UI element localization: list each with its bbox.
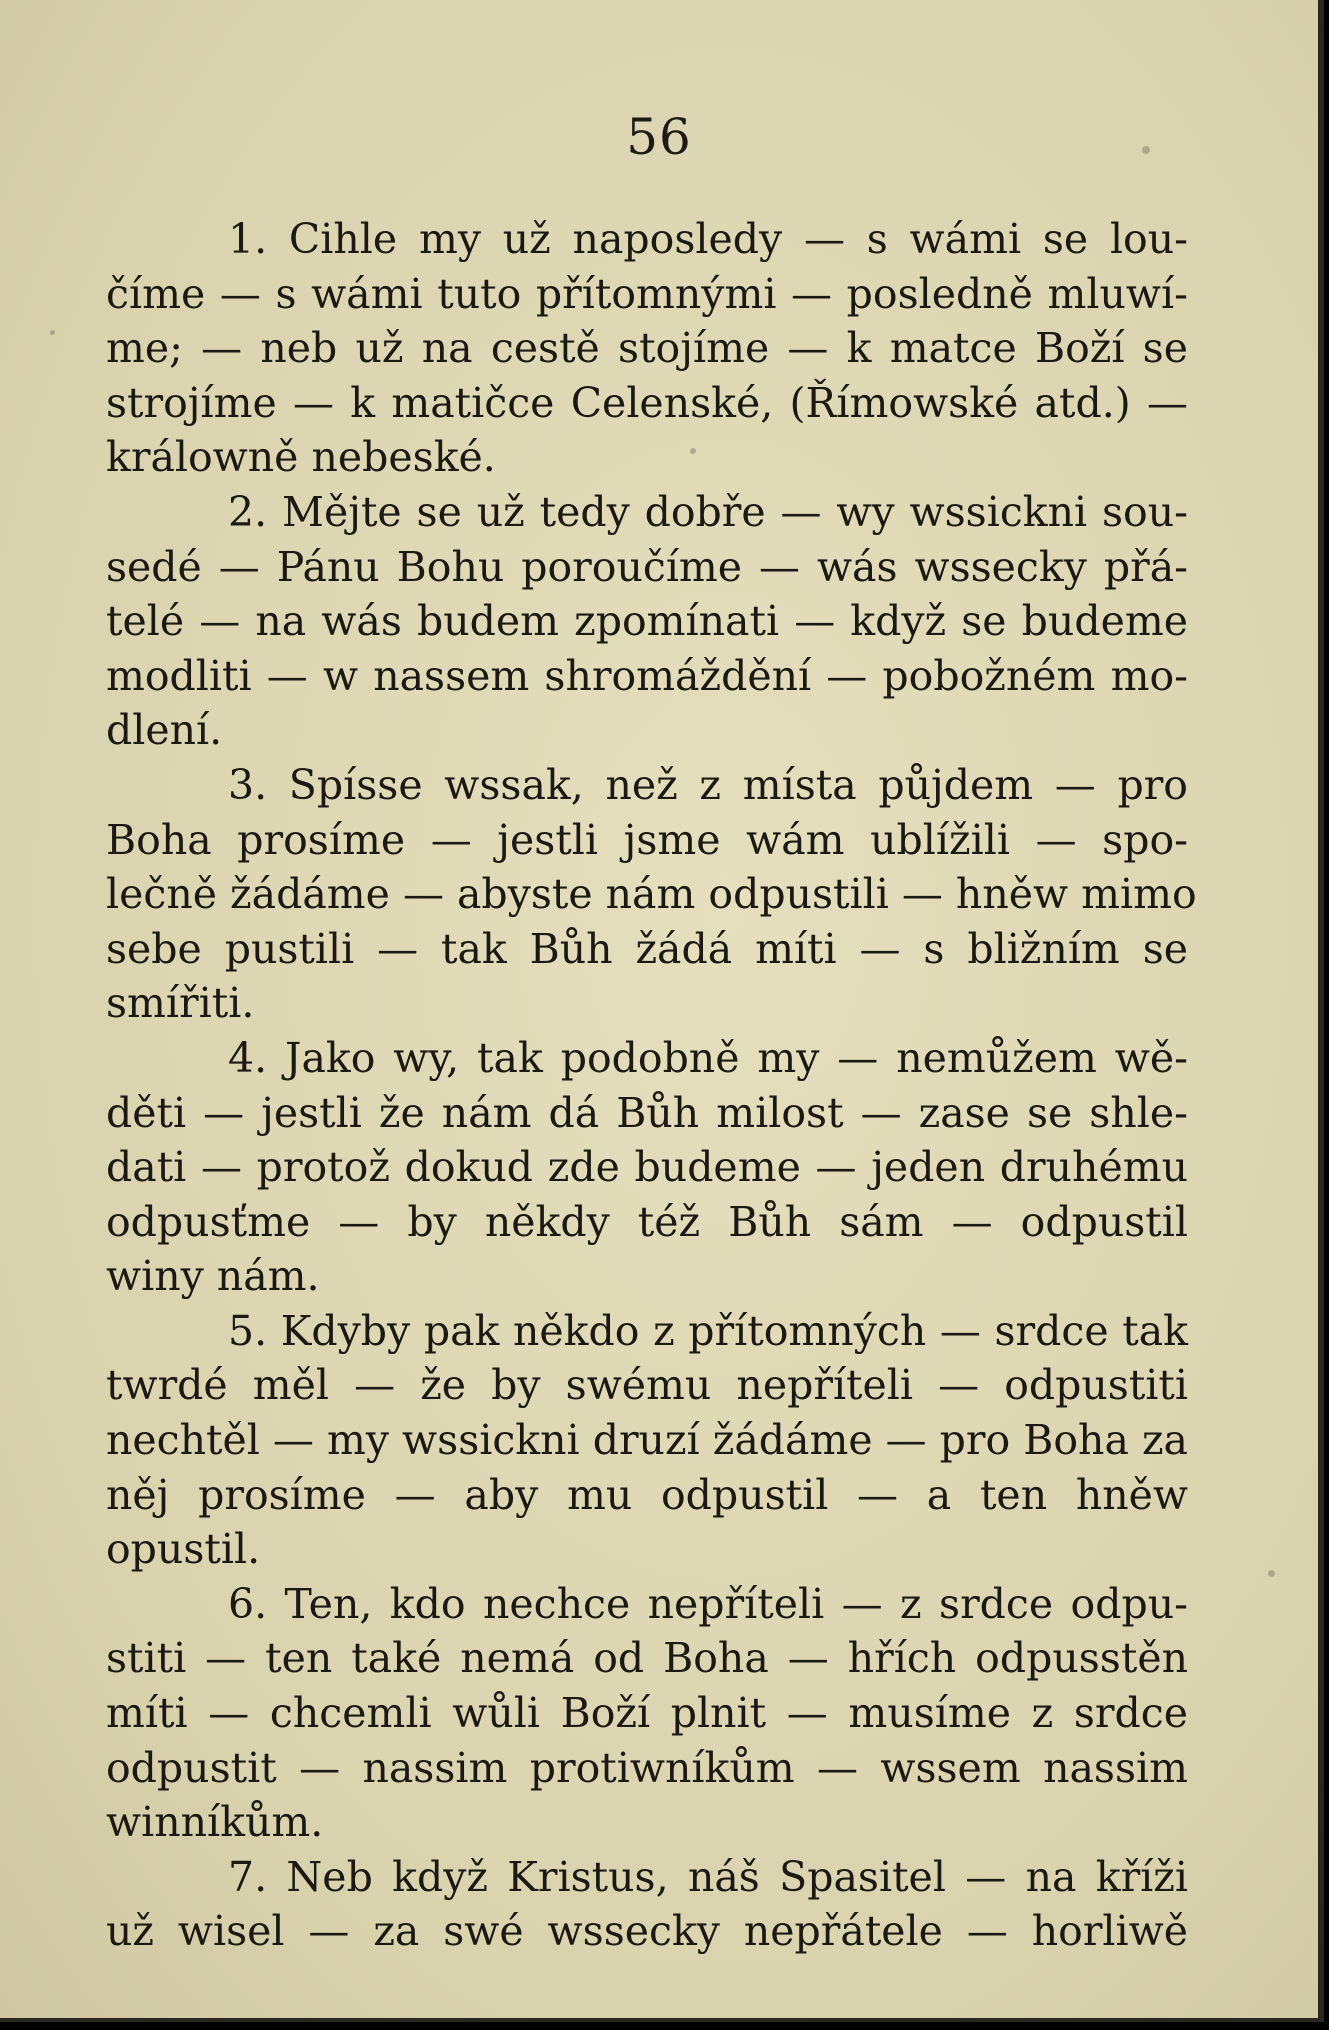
text-line: telé — na wás budem zpomínati — když se budeme — [106, 597, 1188, 646]
text-line: odpustit — nassim protiwníkům — wssem nassim — [106, 1743, 1188, 1792]
text-line: smířiti. — [106, 979, 255, 1028]
text-line: lečně žádáme — abyste nám odpustili — hněw mimo — [106, 870, 1197, 919]
text-line: číme — s wámi tuto přítomnými — posledně mluwí- — [106, 269, 1188, 318]
text-line: 6. Ten, kdo nechce nepříteli — z srdce odpu- — [228, 1579, 1188, 1628]
paper-speck — [50, 330, 55, 335]
text-line: 3. Spísse wssak, než z místa půjdem — pro — [228, 760, 1188, 809]
text-line: opustil. — [106, 1525, 261, 1574]
text-line: twrdé měl — že by swému nepříteli — odpustiti — [106, 1361, 1188, 1410]
text-line: dlení. — [106, 706, 223, 755]
text-line: stiti — ten také nemá od Boha — hřích odpusstěn — [106, 1634, 1188, 1683]
text-line: 5. Kdyby pak někdo z přítomných — srdce tak — [228, 1306, 1188, 1355]
text-line: nechtěl — my wssickni druzí žádáme — pro Boha za — [106, 1416, 1188, 1465]
text-line: odpusťme — by někdy též Bůh sám — odpustil — [106, 1197, 1188, 1246]
text-line: sebe pustili — tak Bůh žádá míti — s bližním se — [106, 924, 1188, 973]
text-line: winníkům. — [106, 1798, 324, 1847]
text-line: 4. Jako wy, tak podobně my — nemůžem wě- — [228, 1033, 1188, 1082]
text-line: už wisel — za swé wssecky nepřátele — horliwě — [106, 1907, 1188, 1956]
page-number: 56 — [626, 108, 692, 166]
text-line: králowně nebeské. — [106, 433, 496, 482]
text-line: me; — neb už na cestě stojíme — k matce Boží se — [106, 324, 1188, 373]
text-line: strojíme — k matičce Celenské, (Římowské atd.) — — [106, 378, 1188, 427]
text-line: děti — jestli že nám dá Bůh milost — zase se shle- — [106, 1088, 1188, 1137]
text-line: modliti — w nassem shromáždění — pobožném mo- — [106, 651, 1188, 700]
text-line: 2. Mějte se už tedy dobře — wy wssickni sou- — [228, 487, 1188, 536]
text-line: winy nám. — [106, 1252, 320, 1301]
paper-speck — [1268, 1570, 1275, 1577]
body-text — [106, 212, 1197, 1959]
text-line: něj prosíme — aby mu odpustil — a ten hněw — [106, 1470, 1188, 1519]
text-line: 7. Neb když Kristus, náš Spasitel — na kříži — [228, 1852, 1188, 1901]
text-line: sedé — Pánu Bohu poroučíme — wás wssecky přá- — [106, 542, 1188, 591]
text-line: 1. Cihle my už naposledy — s wámi se lou- — [228, 215, 1188, 263]
text-line: míti — chcemli wůli Boží plnit — musíme z srdce — [106, 1689, 1188, 1738]
text-line: dati — protož dokud zde budeme — jeden druhému — [106, 1143, 1188, 1192]
text-line: Boha prosíme — jestli jsme wám ublížili — spo- — [106, 815, 1188, 864]
